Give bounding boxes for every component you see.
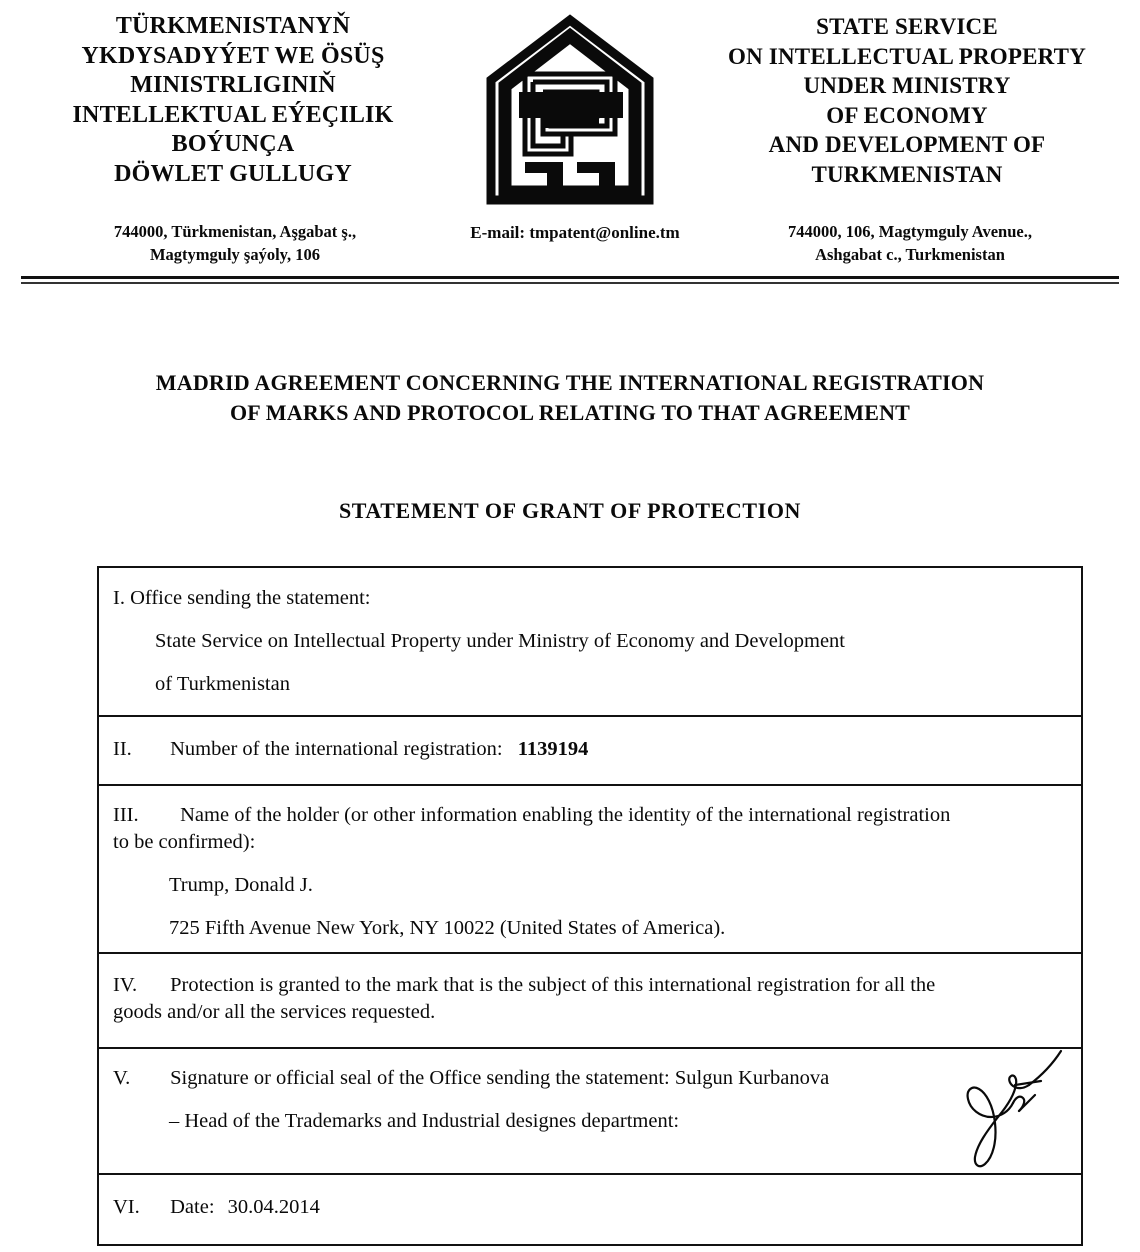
handwritten-signature-icon	[953, 1045, 1073, 1171]
section-iv-numeral: IV.	[113, 974, 138, 996]
holder-address: 725 Fifth Avenue New York, NY 10022 (United States of America).	[169, 917, 726, 939]
table-row-section-vi	[99, 1175, 1081, 1246]
section-iv-text-1: Protection is granted to the mark that is the subject of this international registration for all the	[170, 974, 936, 996]
emblem-container	[477, 8, 663, 210]
address-turkmen	[20, 220, 450, 266]
agreement-title-line-2: OF MARKS AND PROTOCOL RELATING TO THAT AGREEMENT	[229, 400, 911, 425]
address-en-line-2: Ashgabat c., Turkmenistan	[815, 245, 1005, 264]
org-name-en-line-5: AND DEVELOPMENT OF	[768, 132, 1046, 157]
section-i-heading-text: Office sending the statement:	[130, 587, 371, 609]
statement-date: 30.04.2014	[227, 1196, 320, 1218]
org-name-en-line-3: UNDER MINISTRY	[803, 73, 1011, 98]
contact-row	[0, 210, 1140, 266]
org-name-english	[692, 8, 1122, 189]
divider-rule-top	[21, 276, 1119, 279]
section-iii-heading-line-2: to be confirmed):	[113, 831, 256, 853]
table-row-section-iv	[99, 954, 1081, 1049]
address-en-line-1: 744000, 106, Magtymguly Avenue.,	[788, 222, 1032, 241]
table-row-section-iii	[99, 786, 1081, 954]
org-name-en-line-6: TURKMENISTAN	[811, 161, 1003, 187]
section-vi-label: Date:	[170, 1196, 215, 1218]
org-name-tk-line-5: BOÝUNÇA	[171, 131, 295, 157]
section-vi-numeral: VI.	[113, 1196, 140, 1218]
letterhead-divider	[21, 276, 1119, 284]
section-iii-heading-line-1	[113, 803, 1067, 828]
org-name-tk-line-4: INTELLEKTUAL EÝEÇILIK	[72, 101, 394, 128]
section-ii-numeral: II.	[113, 738, 132, 760]
divider-rule-bottom	[21, 282, 1119, 284]
org-name-tk-line-6: DÖWLET GULLUGY	[114, 160, 352, 187]
agreement-title	[0, 368, 1140, 428]
section-i-heading	[113, 586, 1067, 611]
org-name-en-line-1: STATE SERVICE	[816, 14, 998, 39]
org-name-en-line-4: OF ECONOMY	[826, 102, 988, 128]
section-iv-line-1	[113, 973, 1067, 998]
section-i-value-line-2: of Turkmenistan	[155, 673, 290, 695]
org-name-tk-line-2: YKDYSADYÝET WE ÖSÜŞ	[81, 42, 385, 69]
section-ii-content	[113, 737, 1067, 762]
table-row-section-ii	[99, 717, 1081, 786]
section-iv-line-2: goods and/or all the services requested.	[113, 1001, 436, 1023]
org-name-tk-line-1: TÜRKMENISTANYŇ	[115, 13, 351, 39]
section-i-numeral: I.	[113, 587, 125, 609]
table-row-section-v	[99, 1049, 1081, 1175]
section-iii-numeral: III.	[113, 804, 139, 826]
section-vi-content	[113, 1195, 1067, 1220]
org-name-turkmen	[18, 8, 448, 189]
section-iii-heading-text-1: Name of the holder (or other information enabling the identity of the international registration	[180, 804, 951, 826]
email-address: E-mail: tmpatent@online.tm	[470, 223, 680, 242]
address-tk-line-1: 744000, Türkmenistan, Aşgabat ş.,	[113, 222, 357, 241]
holder-name: Trump, Donald J.	[169, 874, 313, 896]
address-english	[700, 220, 1120, 266]
section-ii-label: Number of the international registration:	[170, 738, 503, 760]
org-name-en-line-2: ON INTELLECTUAL PROPERTY	[728, 43, 1086, 69]
table-row-section-i	[99, 568, 1081, 717]
turkmenistan-intellectual-property-emblem-icon	[481, 14, 659, 210]
international-registration-number: 1139194	[517, 738, 589, 760]
section-v-line-2: – Head of the Trademarks and Industrial designes department:	[169, 1110, 680, 1132]
grant-of-protection-table	[97, 566, 1083, 1246]
section-v-line-1	[113, 1066, 1067, 1091]
page-title: STATEMENT OF GRANT OF PROTECTION	[338, 498, 802, 523]
letterhead	[0, 0, 1140, 210]
agreement-title-line-1: MADRID AGREEMENT CONCERNING THE INTERNATIONAL REGISTRATION	[155, 370, 985, 395]
org-name-tk-line-3: MINISTRLIGINIŇ	[130, 72, 336, 98]
section-i-value-line-1: State Service on Intellectual Property under Ministry of Economy and Development	[155, 630, 845, 652]
section-v-text-1: Signature or official seal of the Office sending the statement: Sulgun Kurbanova	[170, 1067, 830, 1089]
address-tk-line-2: Magtymguly şaýoly, 106	[149, 245, 321, 264]
section-v-numeral: V.	[113, 1067, 131, 1089]
